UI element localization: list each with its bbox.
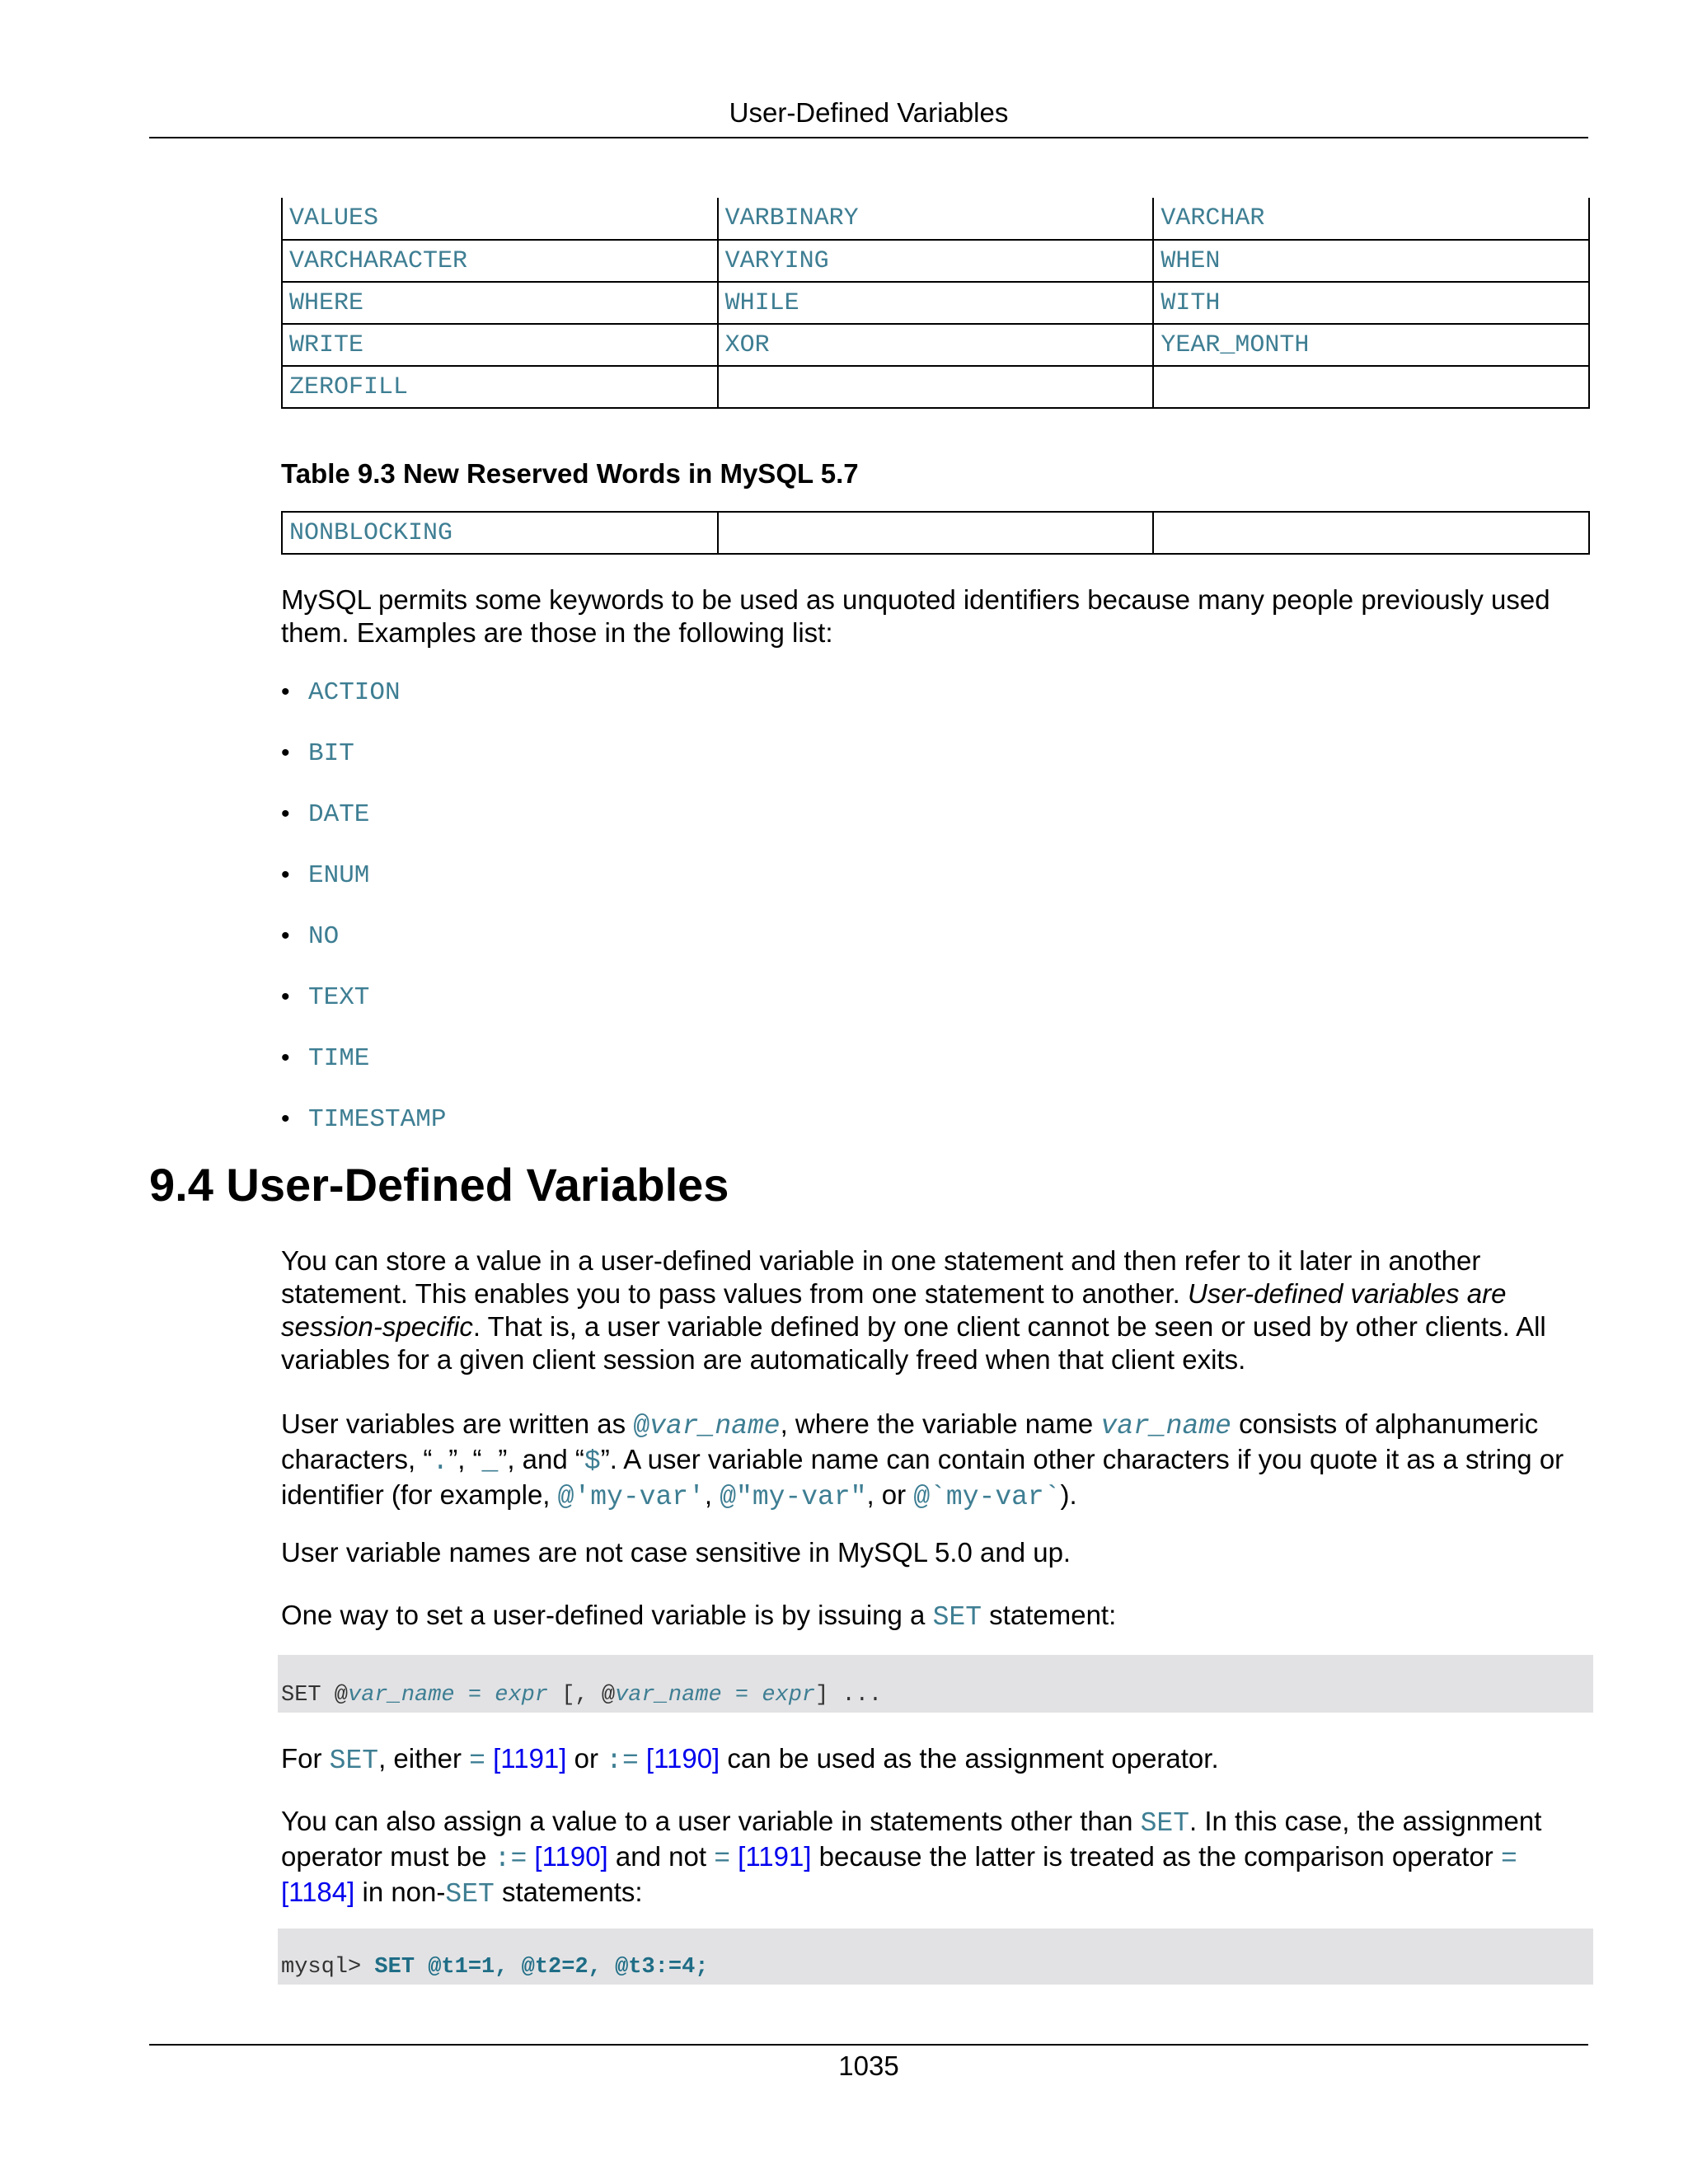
running-header: User-Defined Variables [729,97,1009,128]
keyword: TIMESTAMP [308,1105,447,1134]
keyword: BIT [308,739,354,768]
text-run: because the latter is treated as the comparison operator [811,1841,1501,1872]
inline-code: _ [481,1446,499,1477]
page-reference-link[interactable]: [1191] [738,1841,812,1872]
operator-link[interactable]: := [494,1844,528,1874]
code-var: var_name [615,1683,722,1708]
table-cell: XOR [718,324,1154,366]
inline-code: SET [932,1602,982,1633]
code-var: expr [495,1683,549,1708]
reserved-words-table [281,198,1590,409]
table-cell: WHILE [718,282,1154,324]
bullet-marker: • [281,739,290,766]
text-run: can be used as the assignment operator. [720,1743,1219,1774]
operator-link[interactable]: = [714,1844,730,1874]
table-cell: ZEROFILL [282,366,718,408]
code-line [281,1683,882,1708]
code-block-set-syntax [278,1655,1593,1713]
inline-code [633,1411,780,1441]
page-number: 1035 [838,2050,899,2081]
inline-code: @"my-var" [720,1482,867,1512]
text-run: . In this case, the assignment operator must be [281,1806,1542,1872]
text-run: You can also assign a value to a user variable in statements other than [281,1806,1141,1836]
operator-link[interactable]: = [1500,1844,1517,1874]
list-item [281,678,446,739]
footer-rule [149,2044,1588,2046]
table-cell: YEAR_MONTH [1153,324,1589,366]
code-line [281,1955,709,1980]
list-item [281,1044,446,1105]
keyword: DATE [308,800,370,829]
text-run: For [281,1743,330,1774]
text-run: ). [1060,1479,1077,1510]
inline-code: SET [329,1746,379,1776]
code-operator: = [454,1683,495,1708]
table-cell: NONBLOCKING [282,512,718,554]
keyword: ACTION [308,678,401,707]
text-run: , or [866,1479,914,1510]
bullet-marker: • [281,861,290,888]
list-item [281,739,446,800]
code-var: expr [762,1683,816,1708]
paragraph-set-statement [281,1599,1590,1634]
new-reserved-words-table [281,511,1590,555]
table-cell: WHERE [282,282,718,324]
page-reference-link[interactable]: [1191] [493,1743,567,1774]
text-run: You can store a value in a user-defined variable in one statement and then refer to it later in another statement. This enables you to pass values from one statement to another. [281,1245,1481,1309]
code-var: var_name [348,1683,455,1708]
operator-link[interactable]: = [469,1746,485,1776]
inline-code: . [432,1446,449,1477]
text-run: statements: [494,1877,643,1907]
paragraph-variable-naming [281,1408,1590,1514]
list-item [281,800,446,861]
table-cell: WITH [1153,282,1589,324]
table-cell [1153,512,1589,554]
code-var-name: var_name [649,1411,781,1441]
text-run: User variables are written as [281,1408,634,1439]
list-item [281,922,446,983]
code-prompt: mysql> [281,1955,375,1980]
page-reference-link[interactable]: [1184] [281,1877,355,1907]
paragraph-assignment-operator [281,1742,1590,1778]
text-run: consists of alphanumeric characters, “ [281,1408,1539,1474]
list-item [281,1105,446,1166]
table-cell: WRITE [282,324,718,366]
paragraph-case-sensitivity: User variable names are not case sensitive in MySQL 5.0 and up. [281,1537,1071,1568]
text-run: . That is, a user variable defined by one client cannot be seen or used by other clients. All variables for a given client session are automatically freed when that client exits. [281,1311,1546,1375]
code-text: ] ... [815,1683,883,1708]
table-cell: VALUES [282,198,718,240]
table-cell: WHEN [1153,240,1589,282]
code-command: SET @t1=1, @t2=2, @t3:=4; [374,1955,709,1980]
inline-code: SET [1140,1808,1190,1839]
table-row [282,198,1589,240]
page-reference-link[interactable]: [1190] [645,1743,720,1774]
bullet-marker: • [281,1044,290,1071]
operator-link[interactable]: := [606,1746,639,1776]
table-cell: VARYING [718,240,1154,282]
text-run: , either [378,1743,470,1774]
paragraph-session-specific [281,1244,1590,1376]
table-cell [1153,366,1589,408]
table-row [282,282,1589,324]
table-cell: VARCHARACTER [282,240,718,282]
text-run: or [566,1743,607,1774]
list-item [281,861,446,922]
keyword: ENUM [308,861,370,890]
code-operator: = [721,1683,762,1708]
table-cell [718,366,1154,408]
code-at-sign: @ [633,1411,650,1441]
bullet-marker: • [281,800,290,827]
keyword: TEXT [308,983,370,1012]
header-rule [149,137,1588,138]
keyword-list [281,678,446,1166]
inline-code: $ [584,1446,601,1477]
code-var-name: var_name [1100,1411,1231,1441]
table-row [282,240,1589,282]
text-run: statement: [982,1600,1117,1630]
intro-paragraph: MySQL permits some keywords to be used as unquoted identifiers because many people previously used them. Examples are those in the following list: [281,584,1550,648]
list-item [281,983,446,1044]
table-row [282,512,1589,554]
text-run: ”, “ [448,1444,482,1474]
inline-code: @'my-var' [557,1482,705,1512]
code-text: SET @ [281,1683,349,1708]
text-run: , where the variable name [780,1408,1101,1439]
bullet-marker: • [281,922,290,949]
bullet-marker: • [281,983,290,1010]
table-row [282,324,1589,366]
text-run: ”. A user variable name can contain other characters if you quote it as a string or identifier (for example, [281,1444,1564,1510]
inline-code: @`my-var` [913,1482,1061,1512]
table-row [282,366,1589,408]
code-text: [, @ [548,1683,616,1708]
emphasis-text: User-defined variables are session-specific [281,1278,1507,1342]
keyword: TIME [308,1044,370,1073]
text-run: and not [607,1841,715,1872]
page-reference-link[interactable]: [1190] [534,1841,608,1872]
bullet-marker: • [281,1105,290,1132]
paragraph-non-set-statements [281,1805,1590,1911]
code-block-mysql-example [278,1929,1593,1985]
table-cell: VARBINARY [718,198,1154,240]
table-cell: VARCHAR [1153,198,1589,240]
table-cell [718,512,1154,554]
table-caption: Table 9.3 New Reserved Words in MySQL 5.7 [281,458,859,489]
section-title: 9.4 User-Defined Variables [149,1159,729,1211]
text-run: ”, and “ [498,1444,584,1474]
bullet-marker: • [281,678,290,705]
text-run: , [704,1479,720,1510]
text-run: One way to set a user-defined variable is by issuing a [281,1600,933,1630]
text-run: in non- [354,1877,446,1907]
inline-code: SET [445,1879,495,1910]
keyword: NO [308,922,340,951]
